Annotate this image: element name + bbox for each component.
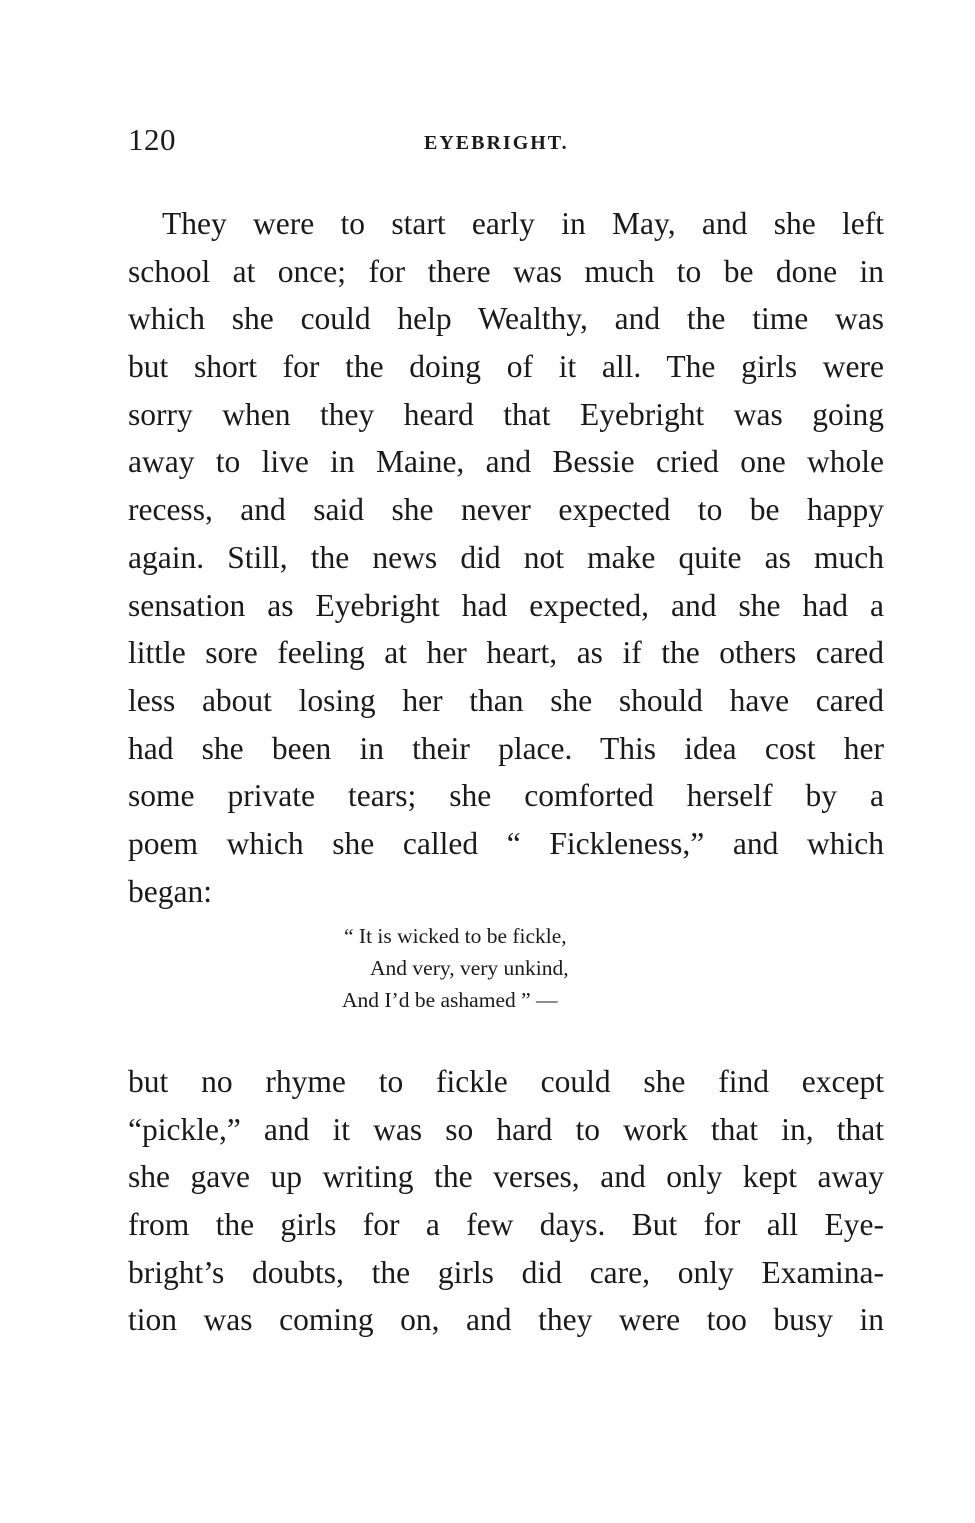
paragraph-2 (128, 1058, 884, 1344)
text-line: from the girls for a few days. But for all Eye- (128, 1207, 884, 1243)
text-line: They were to start early in May, and she left (162, 206, 884, 241)
text-line: but no rhyme to fickle could she find except (128, 1064, 884, 1099)
text-line: began: (128, 873, 212, 909)
text-line: some private tears; she comforted herself by a (128, 778, 884, 814)
running-head (128, 122, 884, 162)
verse-line: And I’d be ashamed ” — (342, 988, 558, 1012)
text-line: tion was coming on, and they were too busy in (128, 1302, 884, 1338)
verse-line: “ It is wicked to be fickle, (344, 924, 567, 948)
text-line: again. Still, the news did not make quite as much (128, 539, 884, 575)
text-line: sorry when they heard that Eyebright was going (128, 396, 884, 432)
text-line: less about losing her than she should have cared (128, 682, 884, 718)
verse-quotation (342, 920, 569, 1016)
text-line: recess, and said she never expected to be happy (128, 492, 884, 528)
verse-line: And very, very unkind, (370, 956, 569, 980)
text-line: had she been in their place. This idea cost her (128, 730, 884, 766)
page-number: 120 (128, 122, 176, 157)
text-line: but short for the doing of it all. The girls were (128, 349, 884, 385)
text-line: away to live in Maine, and Bessie cried one whole (128, 444, 884, 480)
text-line: school at once; for there was much to be done in (128, 253, 884, 289)
paragraph-1 (128, 200, 884, 915)
text-line: bright’s doubts, the girls did care, only Examina- (128, 1254, 884, 1290)
text-line: little sore feeling at her heart, as if the others cared (128, 635, 884, 671)
running-title: EYEBRIGHT. (424, 132, 569, 154)
text-line: sensation as Eyebright had expected, and she had a (128, 587, 884, 623)
text-line: poem which she called “ Fickleness,” and which (128, 825, 884, 861)
text-line: “pickle,” and it was so hard to work that in, that (128, 1111, 884, 1147)
text-line: which she could help Wealthy, and the time was (128, 301, 884, 337)
text-line: she gave up writing the verses, and only kept away (128, 1159, 884, 1195)
